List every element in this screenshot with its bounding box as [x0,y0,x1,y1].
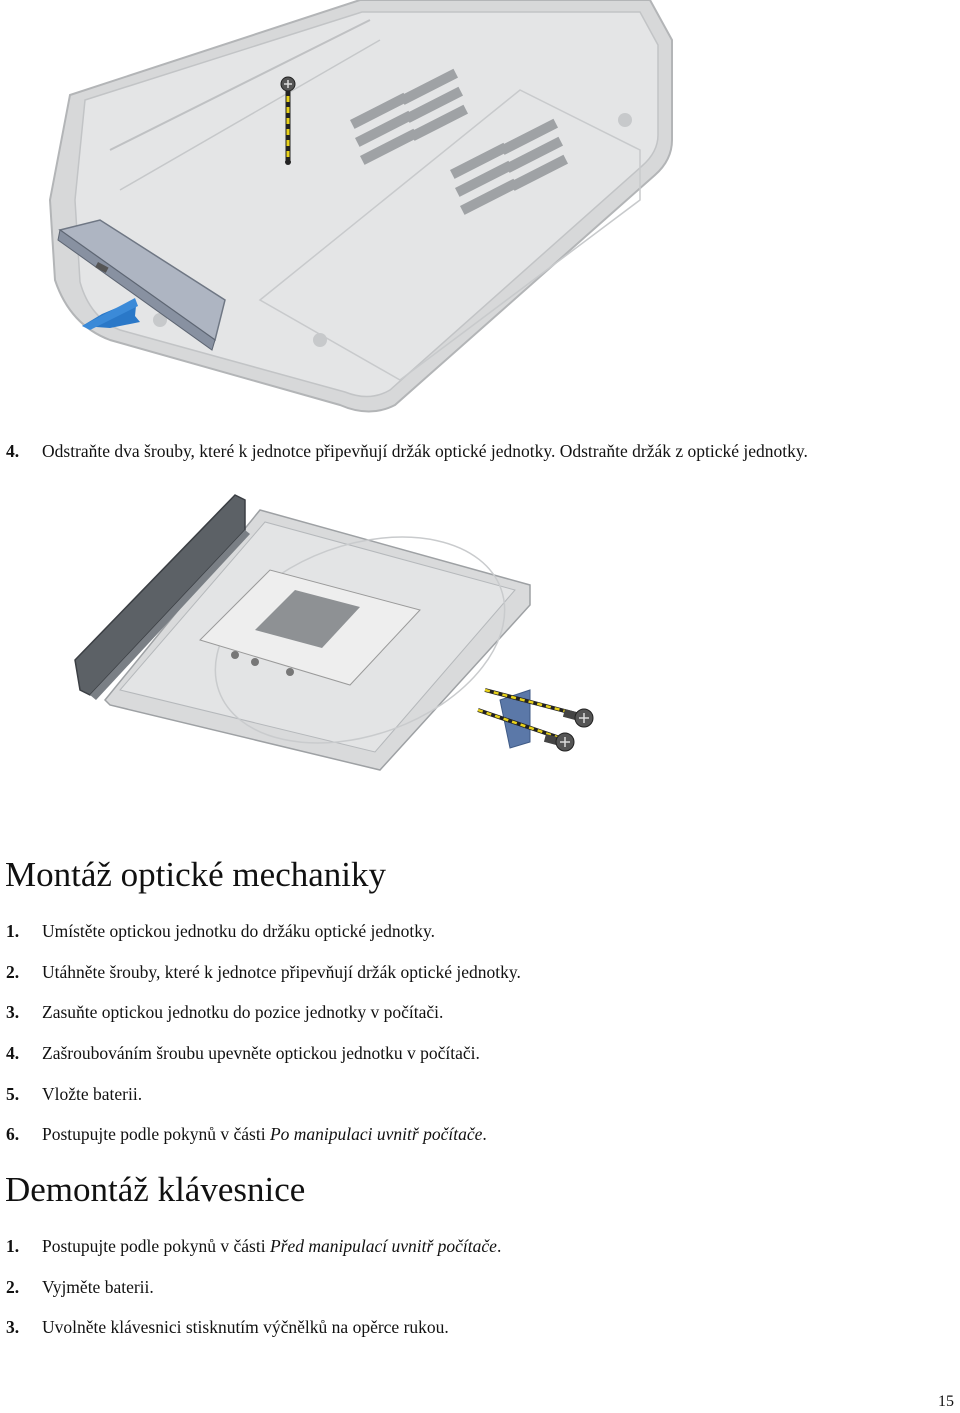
step-number: 6. [6,1124,20,1144]
install-section-title: Montáž optické mechaniky [5,855,386,894]
step-text: Zašroubováním šroubu upevněte optickou jednotku v počítači. [42,1043,480,1063]
removal-step [6,440,808,462]
install-step-1 [6,920,435,942]
step-text: Postupujte podle pokynů v části [42,1124,270,1144]
step-number: 5. [6,1084,20,1104]
install-step-6 [6,1123,487,1145]
install-step-5 [6,1083,142,1105]
install-step-2 [6,961,521,983]
step-number: 4. [6,441,20,461]
step-number: 2. [6,1277,20,1297]
step-number: 3. [6,1002,20,1022]
step-text: Vložte baterii. [42,1084,143,1104]
cross-reference-link[interactable]: Před manipulací uvnitř počítače [269,1236,497,1256]
install-step-4 [6,1042,480,1064]
step-number: 3. [6,1317,20,1337]
step-text: Uvolněte klávesnici stisknutím výčnělků na opěrce rukou. [42,1317,449,1337]
optical-drive-illustration [60,490,620,780]
step-text: Vyjměte baterii. [42,1277,154,1297]
step-suffix: . [496,1236,502,1256]
step-text: Zasuňte optickou jednotku do pozice jednotky v počítači. [42,1002,444,1022]
step-number: 4. [6,1043,20,1063]
keyboard-step-1 [6,1235,501,1257]
keyboard-step-2 [6,1276,154,1298]
laptop-bottom-illustration [40,0,680,420]
step-text: Postupujte podle pokynů v části [42,1236,270,1256]
step-text: Umístěte optickou jednotku do držáku optické jednotky. [42,921,436,941]
step-suffix: . [482,1124,487,1144]
keyboard-section-title: Demontáž klávesnice [5,1170,306,1209]
step-number: 2. [6,962,20,982]
page-number: 15 [938,1393,954,1410]
cross-reference-link[interactable]: Po manipulaci uvnitř počítače [269,1124,483,1144]
step-text: Utáhněte šrouby, které k jednotce připevňují držák optické jednotky. [42,962,521,982]
step-text: Odstraňte dva šrouby, které k jednotce připevňují držák optické jednotky. Odstraňte držák z optické jednotky. [42,441,808,461]
install-step-3 [6,1001,443,1023]
step-number: 1. [6,921,20,941]
keyboard-step-3 [6,1316,449,1338]
step-number: 1. [6,1236,20,1256]
